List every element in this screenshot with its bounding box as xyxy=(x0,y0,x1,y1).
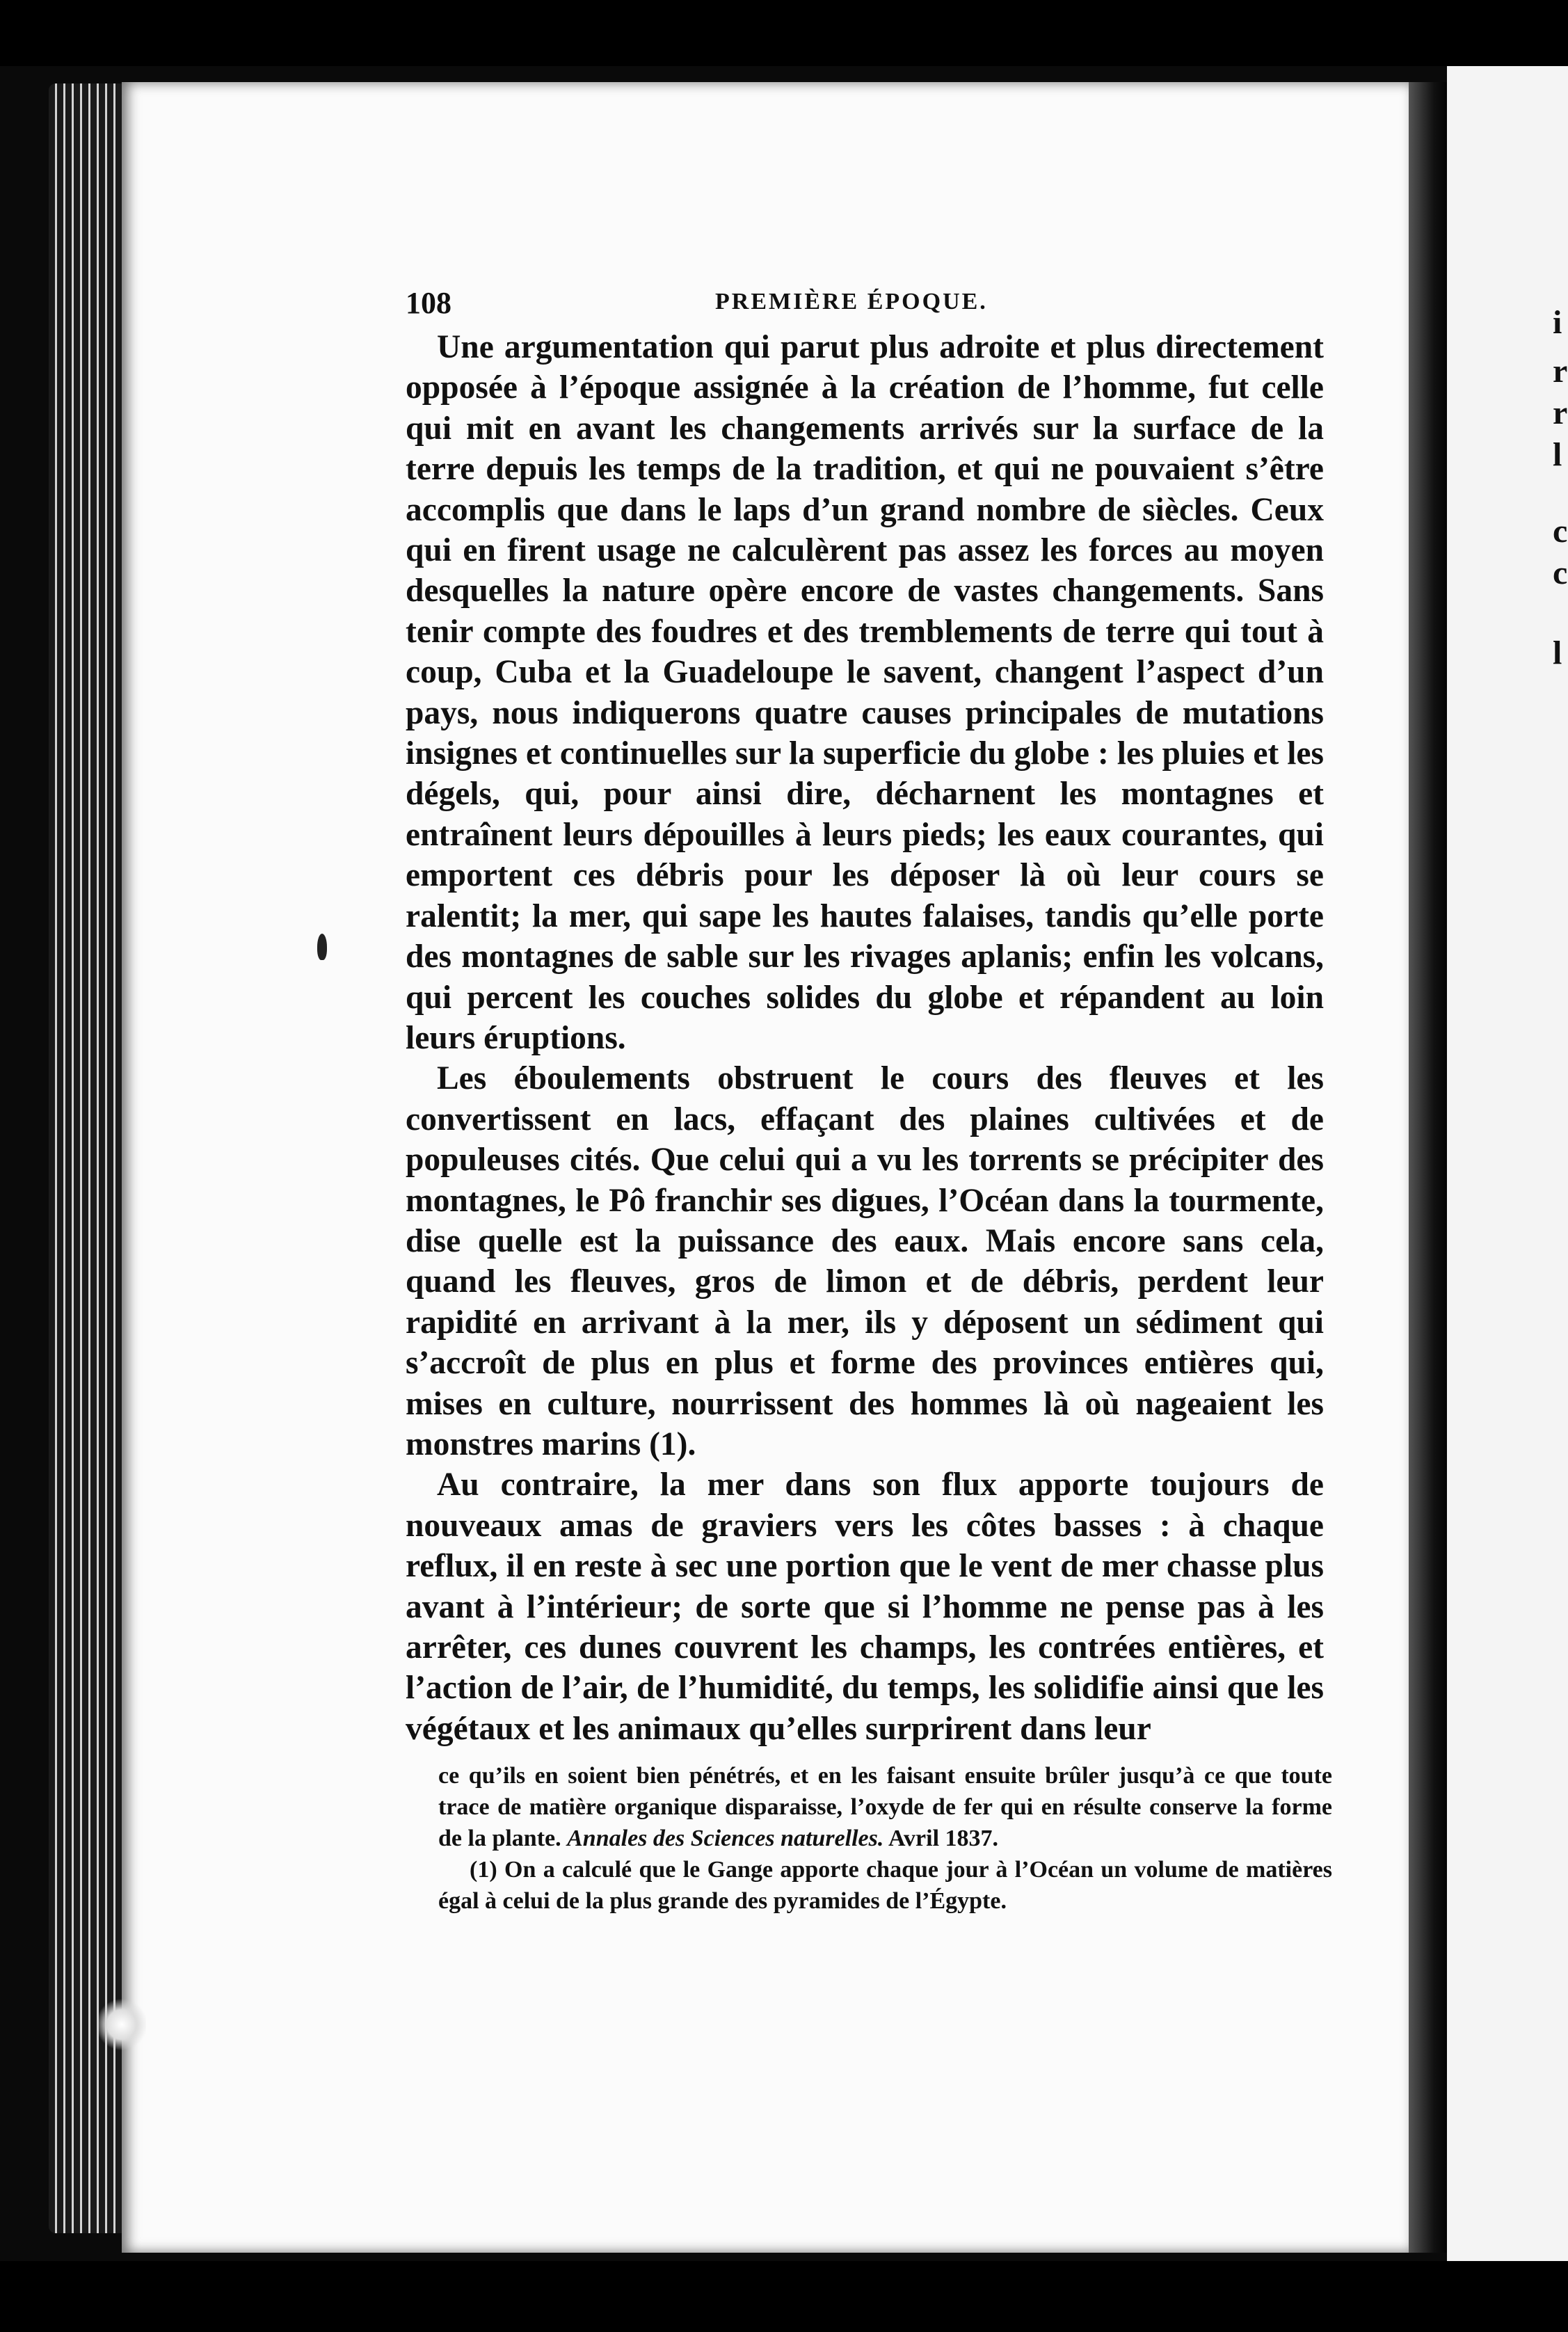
footnote-text: ce qu’ils en soient bien pénétrés, et en les faisant ensuite brûler jusqu’à ce que toute trace de matière organique disparaisse, l’oxyde de fer qui en résulte conserve la forme de la plante. xyxy=(438,1763,1332,1851)
page-header xyxy=(406,285,1324,327)
scan-top-border xyxy=(0,0,1568,66)
facing-page-fragment: c xyxy=(1553,513,1568,550)
scan-bottom-border xyxy=(0,2261,1568,2332)
facing-page-fragment: r xyxy=(1553,394,1568,431)
facing-page-fragment: i xyxy=(1553,304,1562,341)
footnote-date: Avril 1837. xyxy=(883,1826,999,1851)
facing-page-edge xyxy=(1447,66,1568,2278)
facing-page-fragment: l xyxy=(1553,436,1562,473)
footnote-1: (1) On a calculé que le Gange apporte chaque jour à l’Océan un volume de matières égal à celui de la plus grande des pyramides de l’Égypte. xyxy=(438,1857,1332,1914)
journal-title: Annales des Sciences naturelles. xyxy=(567,1826,884,1851)
facing-page-fragment: c xyxy=(1553,554,1568,591)
paragraph: Une argumentation qui parut plus adroite et plus directement opposée à l’époque assignée à la création de l’homme, fut celle qui mit en avant les changements arrivés sur la surface de la terre depuis les temps de la tradition, et qui ne pouvaient s’être accomplis que dans le laps d’un grand nombre de siècles. Ceux qui en firent usage ne calculèrent pas assez les forces au moyen desquelles la nature opère encore de vastes changements. Sans tenir compte des foudres et des tremblements de terre qui tout à coup, Cuba et la Guadeloupe le savent, changent l’aspect d’un pays, nous indiquerons quatre causes principales de mutations insignes et continuelles sur la superficie du globe : les pluies et les dégels, qui, pour ainsi dire, décharnent les montagnes et entraînent leurs dépouilles à leurs pieds; les eaux courantes, qui emportent ces débris pour les déposer là où leur cours se ralentit; la mer, qui sape les hautes falaises, tandis qu’elle porte des montagnes de sable sur les rivages aplanis; enfin les volcans, qui percent les couches solides du globe et répandent au loin leurs éruptions. xyxy=(406,329,1324,1056)
paragraph: Au contraire, la mer dans son flux apporte toujours de nouveaux amas de graviers vers les côtes basses : à chaque reflux, il en reste à sec une portion que le vent de mer chasse plus avant à l’intérieur; de sorte que si l’homme ne pense pas à les arrêter, ces dunes couvrent les champs, les contrées entières, et l’action de l’air, de l’humidité, du temps, les solidifie ainsi que les végétaux et les animaux qu’elles surprirent dans leur xyxy=(406,1467,1324,1747)
footnotes xyxy=(438,1760,1332,1917)
footnote-continued xyxy=(438,1760,1332,1854)
facing-page-fragment: l xyxy=(1553,634,1562,671)
book-gutter xyxy=(1409,82,1450,2253)
scan-blot xyxy=(97,1997,146,2052)
facing-page-fragment: r xyxy=(1553,353,1568,390)
page-number: 108 xyxy=(406,286,451,320)
paragraph: Les éboulements obstruent le cours des fleuves et les convertissent en lacs, effaçant des plaines cultivées et de populeuses cités. Que celui qui a vu les torrents se précipiter des montagnes, le Pô franchir ses digues, l’Océan dans la tourmente, dise quelle est la puissance des eaux. Mais encore sans cela, quand les fleuves, gros de limon et de débris, perdent leur rapidité en arrivant à la mer, ils y déposent un sédiment qui s’accroît de plus en plus et forme des provinces entières qui, mises en culture, nourrissent des hommes là où nageaient les monstres marins (1). xyxy=(406,1060,1324,1462)
ink-mark xyxy=(317,934,327,960)
body-text xyxy=(406,327,1324,1749)
running-head: PREMIÈRE ÉPOQUE. xyxy=(715,289,988,314)
